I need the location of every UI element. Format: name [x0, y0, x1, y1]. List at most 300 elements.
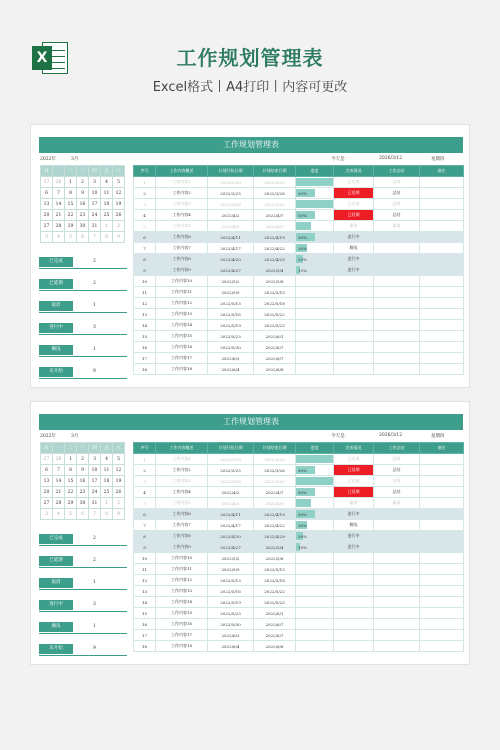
calendar-week: [41, 199, 125, 210]
remarks[interactable]: [420, 465, 464, 476]
work-summary[interactable]: [374, 509, 420, 520]
work-summary[interactable]: [374, 265, 420, 276]
work-summary[interactable]: [374, 586, 420, 597]
start-date[interactable]: 2022/4/17: [208, 520, 254, 531]
end-date[interactable]: 2022/4/9: [254, 221, 296, 232]
progress-cell[interactable]: [296, 177, 334, 188]
start-date[interactable]: 2022/5/16: [208, 586, 254, 597]
calendar-day: 19: [113, 199, 125, 210]
task-description[interactable]: 工作内容18: [156, 641, 208, 652]
completion-status[interactable]: 进行中: [334, 265, 374, 276]
status-underline: [39, 356, 127, 357]
task-description[interactable]: 工作内容16: [156, 342, 208, 353]
end-date[interactable]: 2022/6/7: [254, 353, 296, 364]
task-description[interactable]: 工作内容9: [156, 265, 208, 276]
task-description[interactable]: 工作内容13: [156, 309, 208, 320]
remarks[interactable]: [420, 364, 464, 375]
progress-cell[interactable]: [296, 320, 334, 331]
task-description[interactable]: 工作内容7: [156, 243, 208, 254]
completion-status[interactable]: [334, 320, 374, 331]
work-summary[interactable]: [374, 342, 420, 353]
task-description[interactable]: 工作内容14: [156, 320, 208, 331]
completion-status[interactable]: 取消: [334, 221, 374, 232]
task-description[interactable]: 工作内容4: [156, 487, 208, 498]
work-summary[interactable]: [374, 641, 420, 652]
progress-cell[interactable]: [296, 276, 334, 287]
progress-cell[interactable]: [296, 564, 334, 575]
work-summary[interactable]: [374, 542, 420, 553]
end-date[interactable]: 2022/6/7: [254, 630, 296, 641]
work-summary[interactable]: [374, 520, 420, 531]
end-date[interactable]: 2022/6/1: [254, 608, 296, 619]
progress-cell[interactable]: [296, 232, 334, 243]
completion-status[interactable]: [334, 287, 374, 298]
work-summary[interactable]: [374, 243, 420, 254]
task-description[interactable]: 工作内容12: [156, 575, 208, 586]
progress-text: 20%: [298, 256, 307, 262]
progress-cell[interactable]: [296, 498, 334, 509]
task-description[interactable]: 工作内容3: [156, 199, 208, 210]
task-description[interactable]: 工作内容18: [156, 364, 208, 375]
progress-cell[interactable]: [296, 210, 334, 221]
calendar-weekday: 六: [113, 443, 125, 454]
start-date[interactable]: 2022/4/5: [208, 221, 254, 232]
progress-text: [296, 301, 298, 306]
end-date[interactable]: 2022/5/8: [254, 553, 296, 564]
end-date[interactable]: 2022/3/26: [254, 465, 296, 476]
start-date[interactable]: 2022/5/19: [208, 597, 254, 608]
start-date[interactable]: 2022/4/5: [208, 498, 254, 509]
start-date[interactable]: 2022/3/20: [208, 454, 254, 465]
end-date[interactable]: 2022/5/18: [254, 298, 296, 309]
start-date[interactable]: 2022/5/9: [208, 287, 254, 298]
row-number: 1: [134, 454, 156, 465]
remarks[interactable]: [420, 221, 464, 232]
progress-cell[interactable]: [296, 608, 334, 619]
start-date[interactable]: 2022/6/3: [208, 630, 254, 641]
remarks[interactable]: [420, 498, 464, 509]
remarks[interactable]: [420, 232, 464, 243]
progress-cell[interactable]: [296, 542, 334, 553]
end-date[interactable]: 2022/5/23: [254, 320, 296, 331]
table-row: [134, 353, 464, 364]
end-date[interactable]: 2022/4/7: [254, 210, 296, 221]
start-date[interactable]: 2022/5/30: [208, 342, 254, 353]
start-date[interactable]: 2022/5/16: [208, 309, 254, 320]
start-date[interactable]: 2022/4/27: [208, 542, 254, 553]
start-date[interactable]: 2022/5/23: [208, 331, 254, 342]
end-date[interactable]: 2022/5/18: [254, 575, 296, 586]
table-row: [134, 232, 464, 243]
completion-status[interactable]: [334, 364, 374, 375]
end-date[interactable]: 2022/4/9: [254, 498, 296, 509]
remarks[interactable]: [420, 199, 464, 210]
table-row: [134, 243, 464, 254]
progress-cell[interactable]: [296, 641, 334, 652]
completion-status[interactable]: [334, 641, 374, 652]
end-date[interactable]: 2022/3/25: [254, 177, 296, 188]
end-date[interactable]: 2022/4/29: [254, 254, 296, 265]
work-summary[interactable]: [374, 287, 420, 298]
work-summary[interactable]: [374, 309, 420, 320]
remarks[interactable]: [420, 597, 464, 608]
task-description[interactable]: 工作内容2: [156, 465, 208, 476]
work-summary[interactable]: 总结: [374, 210, 420, 221]
calendar-day: 21: [53, 487, 65, 498]
progress-cell[interactable]: [296, 575, 334, 586]
start-date[interactable]: 2022/5/23: [208, 608, 254, 619]
start-date[interactable]: 2022/5/9: [208, 564, 254, 575]
end-date[interactable]: 2022/3/26: [254, 188, 296, 199]
end-date[interactable]: 2022/6/7: [254, 619, 296, 630]
task-description[interactable]: 工作内容2: [156, 188, 208, 199]
progress-cell[interactable]: [296, 342, 334, 353]
calendar-day: 22: [65, 487, 77, 498]
completion-status[interactable]: [334, 575, 374, 586]
end-date[interactable]: 2022/3/30: [254, 476, 296, 487]
completion-status[interactable]: 已完成: [334, 454, 374, 465]
status-count-label: 未开始: [39, 367, 73, 377]
completion-status[interactable]: [334, 630, 374, 641]
start-date[interactable]: 2022/3/20: [208, 177, 254, 188]
completion-status[interactable]: [334, 353, 374, 364]
end-date[interactable]: 2022/4/19: [254, 232, 296, 243]
task-description[interactable]: 工作内容15: [156, 608, 208, 619]
completion-status[interactable]: 搁浅: [334, 243, 374, 254]
end-date[interactable]: 2022/4/29: [254, 531, 296, 542]
work-summary[interactable]: [374, 630, 420, 641]
start-date[interactable]: 2022/4/20: [208, 531, 254, 542]
progress-cell[interactable]: [296, 520, 334, 531]
remarks[interactable]: [420, 487, 464, 498]
progress-cell[interactable]: [296, 509, 334, 520]
end-date[interactable]: 2022/6/1: [254, 331, 296, 342]
remarks[interactable]: [420, 353, 464, 364]
start-date[interactable]: 2022/6/4: [208, 364, 254, 375]
remarks[interactable]: [420, 542, 464, 553]
completion-status[interactable]: [334, 619, 374, 630]
task-description[interactable]: 工作内容17: [156, 353, 208, 364]
end-date[interactable]: 2022/5/15: [254, 287, 296, 298]
progress-cell[interactable]: [296, 531, 334, 542]
progress-cell[interactable]: [296, 553, 334, 564]
remarks[interactable]: [420, 320, 464, 331]
row-number: 9: [134, 265, 156, 276]
start-date[interactable]: 2022/3/25: [208, 465, 254, 476]
progress-cell[interactable]: [296, 298, 334, 309]
work-summary[interactable]: [374, 298, 420, 309]
task-description[interactable]: 工作内容6: [156, 232, 208, 243]
progress-cell[interactable]: [296, 287, 334, 298]
task-description[interactable]: 工作内容10: [156, 276, 208, 287]
start-date[interactable]: 2022/5/2: [208, 276, 254, 287]
remarks[interactable]: [420, 331, 464, 342]
start-date[interactable]: 2022/4/2: [208, 210, 254, 221]
progress-text: [296, 323, 298, 328]
work-summary[interactable]: [374, 531, 420, 542]
calendar-day: 1: [101, 221, 113, 232]
work-summary[interactable]: [374, 608, 420, 619]
remarks[interactable]: [420, 520, 464, 531]
completion-status[interactable]: [334, 597, 374, 608]
start-date[interactable]: 2022/5/2: [208, 553, 254, 564]
year-label: 2022年: [40, 157, 56, 162]
completion-status[interactable]: 已延期: [334, 188, 374, 199]
task-description[interactable]: 工作内容17: [156, 630, 208, 641]
end-date[interactable]: 2022/3/25: [254, 454, 296, 465]
end-date[interactable]: 2022/5/22: [254, 309, 296, 320]
start-date[interactable]: 2022/4/11: [208, 509, 254, 520]
remarks[interactable]: [420, 254, 464, 265]
completion-status[interactable]: 取消: [334, 498, 374, 509]
calendar-day: 20: [41, 487, 53, 498]
remarks[interactable]: [420, 454, 464, 465]
progress-cell[interactable]: [296, 243, 334, 254]
progress-cell[interactable]: [296, 188, 334, 199]
completion-status[interactable]: [334, 586, 374, 597]
end-date[interactable]: 2022/6/8: [254, 641, 296, 652]
end-date[interactable]: 2022/5/23: [254, 597, 296, 608]
task-description[interactable]: 工作内容10: [156, 553, 208, 564]
sheet-title: 工作规划管理表: [39, 414, 463, 430]
end-date[interactable]: 2022/5/4: [254, 542, 296, 553]
progress-cell[interactable]: [296, 364, 334, 375]
remarks[interactable]: [420, 298, 464, 309]
work-summary[interactable]: 总结: [374, 188, 420, 199]
progress-text: [296, 479, 298, 484]
progress-cell[interactable]: [296, 586, 334, 597]
progress-cell[interactable]: [296, 353, 334, 364]
work-summary[interactable]: [374, 597, 420, 608]
remarks[interactable]: [420, 265, 464, 276]
start-date[interactable]: 2022/3/26: [208, 199, 254, 210]
task-description[interactable]: 工作内容4: [156, 210, 208, 221]
work-summary[interactable]: 总结: [374, 465, 420, 476]
work-summary[interactable]: [374, 619, 420, 630]
column-header: 工作内容概述: [156, 166, 208, 177]
start-date[interactable]: 2022/5/19: [208, 320, 254, 331]
task-description[interactable]: 工作内容9: [156, 542, 208, 553]
progress-cell[interactable]: [296, 454, 334, 465]
remarks[interactable]: [420, 531, 464, 542]
completion-status[interactable]: 进行中: [334, 232, 374, 243]
calendar-weekday: 三: [77, 166, 89, 177]
status-count: [39, 534, 127, 544]
end-date[interactable]: 2022/4/22: [254, 520, 296, 531]
progress-cell[interactable]: [296, 597, 334, 608]
work-summary[interactable]: 总结: [374, 476, 420, 487]
work-summary[interactable]: [374, 353, 420, 364]
start-date[interactable]: 2022/3/25: [208, 188, 254, 199]
completion-status[interactable]: 已延期: [334, 487, 374, 498]
start-date[interactable]: 2022/4/27: [208, 265, 254, 276]
work-summary[interactable]: [374, 254, 420, 265]
work-summary[interactable]: 总结: [374, 487, 420, 498]
progress-cell[interactable]: [296, 265, 334, 276]
status-count-label: 未开始: [39, 644, 73, 654]
remarks[interactable]: [420, 641, 464, 652]
calendar-day: 6: [77, 232, 89, 243]
start-date[interactable]: 2022/6/4: [208, 641, 254, 652]
remarks[interactable]: [420, 287, 464, 298]
completion-status[interactable]: [334, 276, 374, 287]
completion-status[interactable]: 搁浅: [334, 520, 374, 531]
calendar-weekday: 六: [113, 166, 125, 177]
remarks[interactable]: [420, 177, 464, 188]
completion-status[interactable]: 进行中: [334, 542, 374, 553]
work-summary[interactable]: [374, 575, 420, 586]
completion-status[interactable]: [334, 309, 374, 320]
task-description[interactable]: 工作内容11: [156, 564, 208, 575]
completion-status[interactable]: 进行中: [334, 531, 374, 542]
task-description[interactable]: 工作内容5: [156, 498, 208, 509]
work-summary[interactable]: 总结: [374, 177, 420, 188]
task-description[interactable]: 工作内容3: [156, 476, 208, 487]
completion-status[interactable]: [334, 298, 374, 309]
work-summary[interactable]: [374, 331, 420, 342]
work-summary[interactable]: 取消: [374, 221, 420, 232]
progress-cell[interactable]: [296, 199, 334, 210]
work-summary[interactable]: 总结: [374, 454, 420, 465]
task-description[interactable]: 工作内容6: [156, 509, 208, 520]
status-count-value: 3: [93, 602, 96, 607]
progress-cell[interactable]: [296, 254, 334, 265]
task-description[interactable]: 工作内容1: [156, 177, 208, 188]
end-date[interactable]: 2022/5/8: [254, 276, 296, 287]
task-table: [133, 165, 464, 375]
work-summary[interactable]: [374, 320, 420, 331]
completion-status[interactable]: [334, 342, 374, 353]
row-number: 4: [134, 487, 156, 498]
remarks[interactable]: [420, 342, 464, 353]
calendar-day: 8: [101, 509, 113, 520]
remarks[interactable]: [420, 586, 464, 597]
page-subtitle: Excel格式丨A4打印丨内容可更改: [152, 80, 348, 95]
column-header: 计划结束日期: [254, 166, 296, 177]
progress-text: [296, 501, 298, 506]
end-date[interactable]: 2022/6/7: [254, 342, 296, 353]
remarks[interactable]: [420, 619, 464, 630]
end-date[interactable]: 2022/4/19: [254, 509, 296, 520]
work-summary[interactable]: [374, 232, 420, 243]
start-date[interactable]: 2022/5/13: [208, 575, 254, 586]
start-date[interactable]: 2022/4/20: [208, 254, 254, 265]
completion-status[interactable]: 已完成: [334, 177, 374, 188]
start-date[interactable]: 2022/3/26: [208, 476, 254, 487]
work-summary[interactable]: 取消: [374, 498, 420, 509]
start-date[interactable]: 2022/4/2: [208, 487, 254, 498]
completion-status[interactable]: 已延期: [334, 210, 374, 221]
task-description[interactable]: 工作内容15: [156, 331, 208, 342]
progress-cell[interactable]: [296, 619, 334, 630]
task-description[interactable]: 工作内容5: [156, 221, 208, 232]
end-date[interactable]: 2022/5/4: [254, 265, 296, 276]
remarks[interactable]: [420, 564, 464, 575]
end-date[interactable]: 2022/5/22: [254, 586, 296, 597]
completion-status[interactable]: 进行中: [334, 509, 374, 520]
progress-cell[interactable]: [296, 465, 334, 476]
work-summary[interactable]: [374, 364, 420, 375]
remarks[interactable]: [420, 509, 464, 520]
task-description[interactable]: 工作内容8: [156, 254, 208, 265]
remarks[interactable]: [420, 243, 464, 254]
calendar-day: 9: [113, 509, 125, 520]
calendar-day: 9: [77, 188, 89, 199]
end-date[interactable]: 2022/4/7: [254, 487, 296, 498]
remarks[interactable]: [420, 608, 464, 619]
completion-status[interactable]: 进行中: [334, 254, 374, 265]
calendar-day: 4: [53, 509, 65, 520]
row-number: 10: [134, 553, 156, 564]
calendar-weekday: 四: [89, 443, 101, 454]
progress-cell[interactable]: [296, 221, 334, 232]
task-description[interactable]: 工作内容8: [156, 531, 208, 542]
work-summary[interactable]: 总结: [374, 199, 420, 210]
remarks[interactable]: [420, 188, 464, 199]
completion-status[interactable]: [334, 331, 374, 342]
calendar-day: 7: [53, 465, 65, 476]
end-date[interactable]: 2022/5/15: [254, 564, 296, 575]
progress-cell[interactable]: [296, 630, 334, 641]
calendar-weekday: 日: [41, 443, 53, 454]
start-date[interactable]: 2022/5/13: [208, 298, 254, 309]
task-description[interactable]: 工作内容12: [156, 298, 208, 309]
work-summary[interactable]: [374, 276, 420, 287]
start-date[interactable]: 2022/4/11: [208, 232, 254, 243]
remarks[interactable]: [420, 210, 464, 221]
end-date[interactable]: 2022/4/22: [254, 243, 296, 254]
completion-status[interactable]: 已完成: [334, 476, 374, 487]
end-date[interactable]: 2022/6/8: [254, 364, 296, 375]
work-summary[interactable]: [374, 553, 420, 564]
completion-status[interactable]: 已完成: [334, 199, 374, 210]
end-date[interactable]: 2022/3/30: [254, 199, 296, 210]
progress-cell[interactable]: [296, 331, 334, 342]
remarks[interactable]: [420, 553, 464, 564]
task-description[interactable]: 工作内容13: [156, 586, 208, 597]
remarks[interactable]: [420, 630, 464, 641]
progress-cell[interactable]: [296, 309, 334, 320]
progress-bar: [296, 477, 333, 485]
table-row: [134, 553, 464, 564]
progress-text: [296, 356, 298, 361]
remarks[interactable]: [420, 575, 464, 586]
task-description[interactable]: 工作内容1: [156, 454, 208, 465]
completion-status[interactable]: 已延期: [334, 465, 374, 476]
start-date[interactable]: 2022/6/3: [208, 353, 254, 364]
remarks[interactable]: [420, 276, 464, 287]
remarks[interactable]: [420, 309, 464, 320]
column-header: 工作总结: [374, 166, 420, 177]
start-date[interactable]: 2022/4/17: [208, 243, 254, 254]
completion-status[interactable]: [334, 564, 374, 575]
task-description[interactable]: 工作内容11: [156, 287, 208, 298]
calendar-week: [41, 177, 125, 188]
completion-status[interactable]: [334, 553, 374, 564]
row-number: 10: [134, 276, 156, 287]
status-count-value: 2: [93, 281, 96, 286]
progress-cell[interactable]: [296, 487, 334, 498]
work-summary[interactable]: [374, 564, 420, 575]
completion-status[interactable]: [334, 608, 374, 619]
task-description[interactable]: 工作内容14: [156, 597, 208, 608]
progress-cell[interactable]: [296, 476, 334, 487]
task-description[interactable]: 工作内容7: [156, 520, 208, 531]
row-number: 2: [134, 188, 156, 199]
start-date[interactable]: 2022/5/30: [208, 619, 254, 630]
task-description[interactable]: 工作内容16: [156, 619, 208, 630]
remarks[interactable]: [420, 476, 464, 487]
